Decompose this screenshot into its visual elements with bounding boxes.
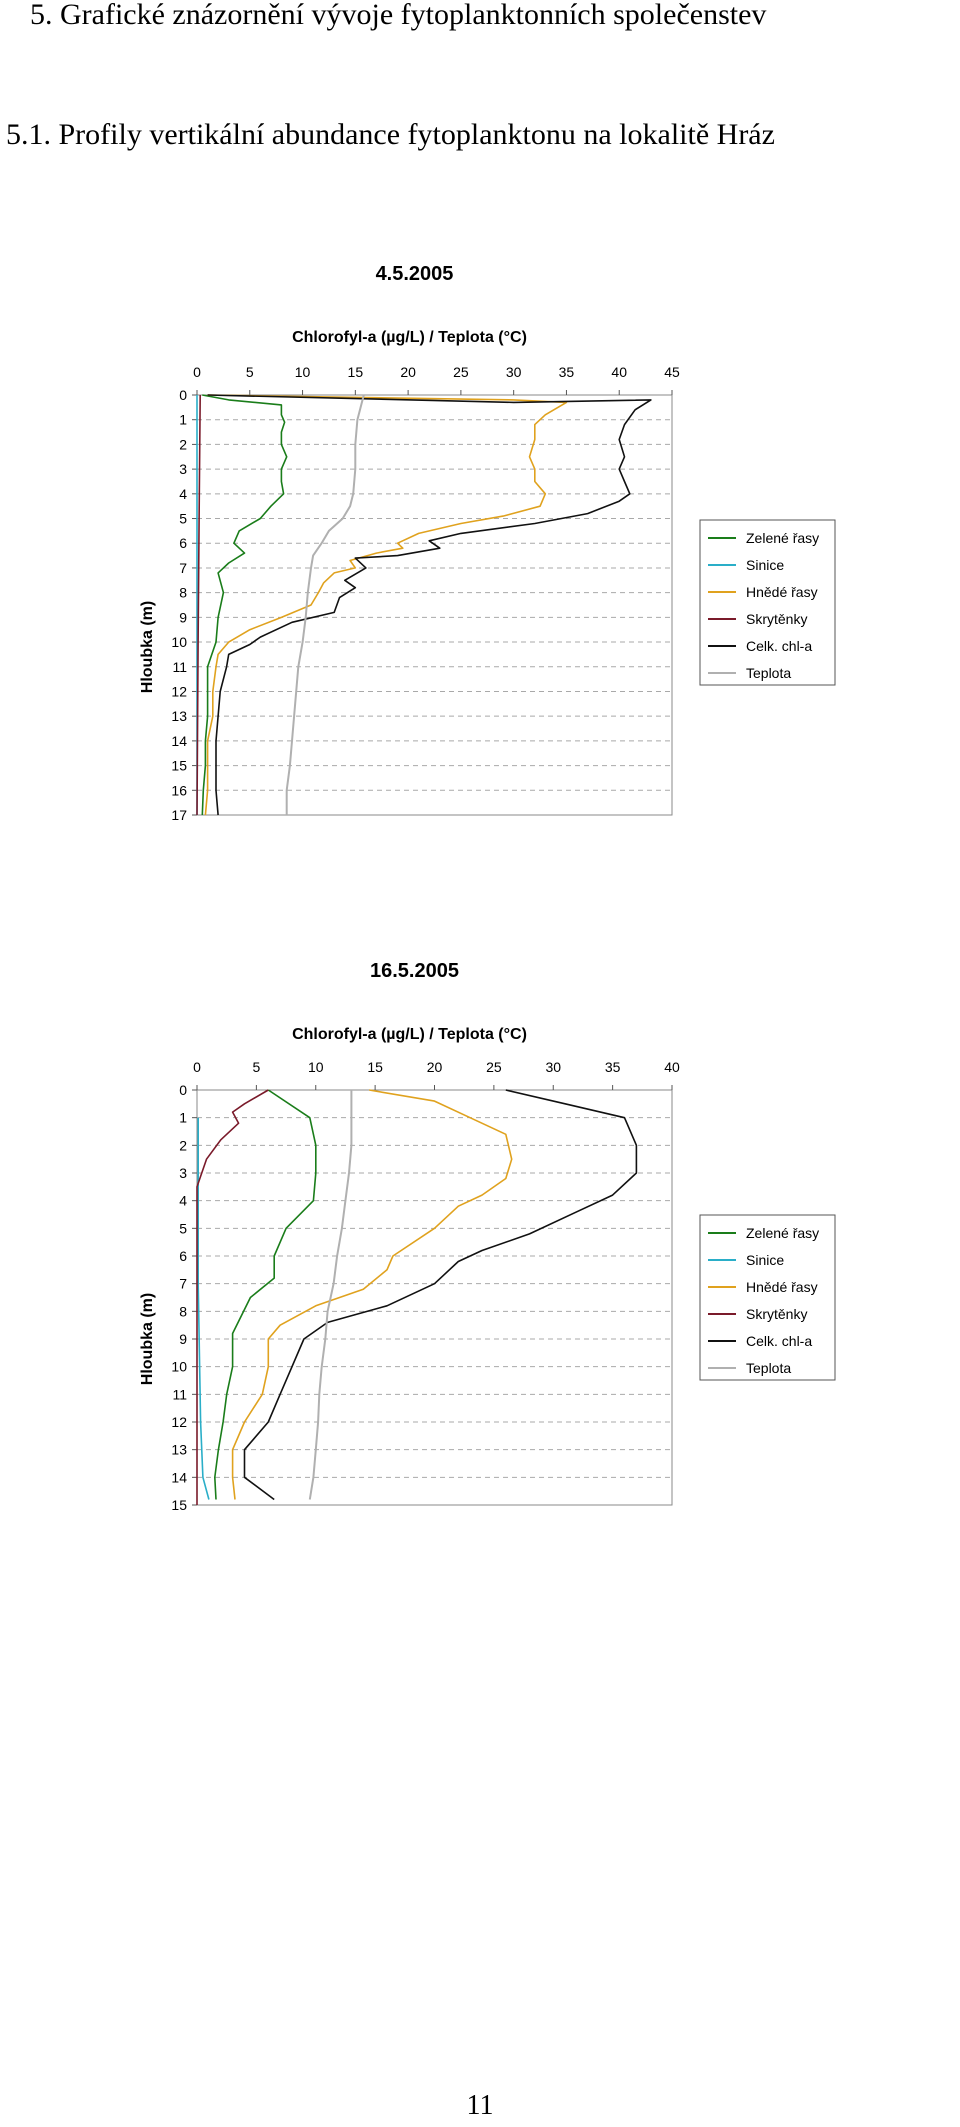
y-tick-label: 4 [179,485,187,502]
x-tick-label: 45 [664,364,680,380]
x-tick-label: 10 [307,1059,324,1075]
y-tick-label: 2 [179,1137,187,1154]
y-tick-label: 9 [179,609,187,626]
y-tick-label: 17 [171,807,187,823]
subsection-heading: 5.1. Profily vertikální abundance fytoplanktonu na lokalitě Hráz [6,118,775,151]
x-tick-label: 15 [347,364,364,380]
plot-area [197,1090,672,1505]
chart-svg [0,945,960,1525]
y-tick-label: 3 [179,461,187,478]
legend-label: Zelené řasy [746,1225,820,1241]
y-tick-label: 14 [171,1469,187,1486]
x-tick-label: 20 [426,1059,443,1075]
legend-label: Celk. chl-a [746,1333,813,1349]
x-tick-label: 5 [245,364,254,380]
y-tick-label: 0 [179,387,187,403]
legend-label: Teplota [746,665,792,681]
x-tick-label: 0 [193,1059,201,1075]
legend-label: Sinice [746,557,785,573]
y-tick-label: 10 [171,1358,187,1375]
y-tick-label: 10 [171,634,187,651]
legend-label: Celk. chl-a [746,638,813,654]
y-tick-label: 3 [179,1165,187,1181]
y-tick-label: 5 [179,1220,187,1237]
y-tick-label: 8 [179,1303,187,1320]
legend-label: Hnědé řasy [746,584,818,600]
chart-16-5-2005 [0,945,960,1525]
chart-svg [0,250,960,850]
x-tick-label: 35 [558,364,575,380]
y-tick-label: 14 [171,732,187,749]
x-tick-label: 30 [505,364,522,380]
y-tick-label: 13 [171,1441,187,1458]
plot-area [197,395,672,815]
chart-title: 16.5.2005 [370,960,459,982]
x-tick-label: 25 [453,364,469,380]
y-tick-label: 13 [171,708,187,725]
legend-label: Skrytěnky [746,1306,808,1322]
y-tick-label: 12 [171,1414,187,1430]
legend-label: Skrytěnky [746,611,808,627]
x-tick-label: 40 [664,1059,680,1075]
x-axis-label: Chlorofyl-a (µg/L) / Teplota (°C) [292,1026,527,1043]
x-tick-label: 0 [193,364,201,380]
x-tick-label: 10 [294,364,311,380]
x-tick-label: 25 [486,1059,502,1075]
y-tick-label: 15 [171,757,187,774]
legend-label: Zelené řasy [746,530,820,546]
x-tick-label: 40 [611,364,628,380]
x-tick-label: 15 [367,1059,383,1075]
y-tick-label: 0 [179,1082,187,1098]
x-axis-label: Chlorofyl-a (µg/L) / Teplota (°C) [292,329,527,346]
y-tick-label: 6 [179,535,187,552]
x-tick-label: 30 [545,1059,562,1075]
y-tick-label: 15 [171,1497,187,1513]
legend [700,1215,835,1380]
y-tick-label: 11 [172,1386,187,1403]
y-tick-label: 11 [172,658,187,675]
y-tick-label: 6 [179,1248,187,1264]
y-tick-label: 5 [179,510,187,527]
y-tick-label: 9 [179,1331,187,1347]
y-axis-label: Hloubka (m) [139,600,156,694]
x-tick-label: 5 [252,1059,261,1075]
y-tick-label: 4 [179,1192,187,1209]
page-number: 11 [466,2090,494,2121]
section-heading: 5. Grafické znázornění vývoje fytoplanktonních společenstev [30,0,767,31]
y-tick-label: 12 [171,683,187,700]
y-tick-label: 1 [179,411,187,428]
y-tick-label: 8 [179,584,187,601]
y-tick-label: 2 [179,436,187,453]
y-tick-label: 16 [171,782,187,799]
legend-label: Hnědé řasy [746,1279,818,1295]
chart-4-5-2005 [0,250,960,850]
y-tick-label: 7 [179,1275,187,1292]
x-tick-label: 35 [604,1059,621,1075]
chart-title: 4.5.2005 [375,263,454,285]
legend [700,520,835,685]
legend-label: Sinice [746,1252,785,1268]
legend-label: Teplota [746,1360,792,1376]
y-tick-label: 1 [179,1109,187,1126]
y-axis-label: Hloubka (m) [139,1292,156,1386]
y-tick-label: 7 [179,559,187,576]
x-tick-label: 20 [400,364,416,380]
